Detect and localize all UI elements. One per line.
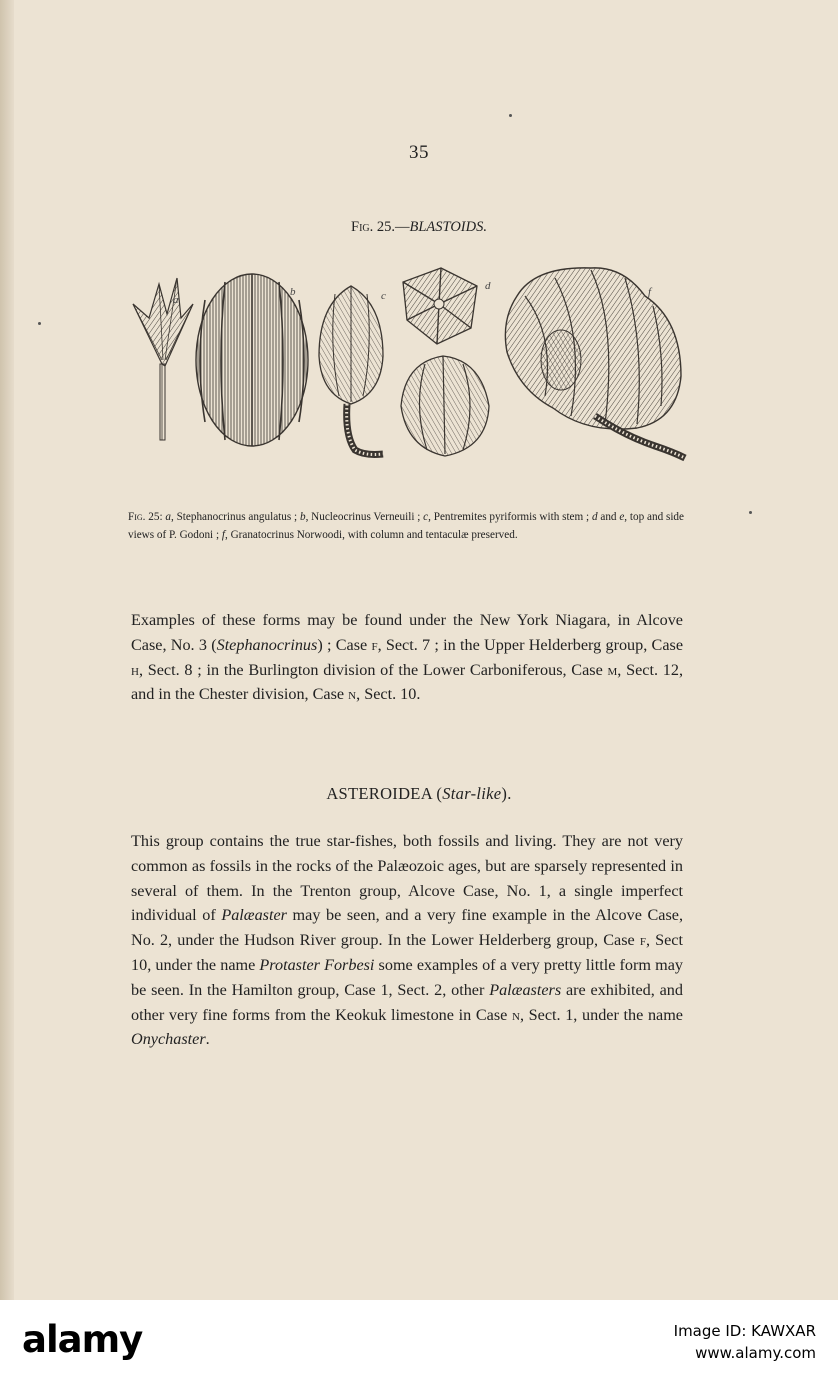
figure-caption (128, 508, 684, 544)
text-run: f (221, 529, 225, 541)
text-run: , Sect. 7 ; in the Upper Helderberg group, Case (377, 635, 684, 654)
text-run: Palæasters (489, 980, 562, 999)
text-run: , Granatocrinus Norwoodi, with column and tentaculæ preserved. (224, 529, 518, 541)
text-run: c (423, 511, 429, 523)
figure-letter-f: f (648, 286, 652, 298)
text-run: , Sect. 1, under the name (519, 1005, 683, 1024)
blastoids-figure (125, 256, 705, 470)
section-heading-close: ). (501, 784, 512, 803)
text-run: and (597, 511, 620, 523)
text-run: , Sect. 8 ; in the Burlington division of the Lower Carboniferous, Case (138, 660, 608, 679)
text-run: , Nucleocrinus Verneuili ; (305, 511, 424, 523)
figure-heading-title: BLASTOIDS. (409, 219, 487, 235)
watermark-logo: alamy (22, 1318, 143, 1361)
figure-letter-c: c (381, 290, 386, 302)
text-run: f (639, 931, 646, 950)
paper-speck (509, 114, 512, 117)
watermark-image-id: Image ID: KAWXAR (673, 1322, 816, 1340)
paragraph-examples (131, 608, 683, 707)
text-run: Palæaster (221, 906, 287, 925)
paragraph-asteroidea (131, 829, 683, 1052)
specimen-c-pentremites (319, 286, 383, 455)
specimen-b-nucleocrinus (196, 274, 308, 446)
blastoids-engraving (125, 256, 705, 470)
section-heading-sub: Star-like (442, 784, 502, 803)
watermark-url: www.alamy.com (695, 1344, 816, 1362)
text-run: . (205, 1030, 210, 1049)
text-run: Protaster Forbesi (259, 955, 375, 974)
text-run: , Sect. 10. (356, 685, 421, 704)
specimen-d-top-view (403, 268, 477, 344)
text-run: n (511, 1005, 520, 1024)
specimen-e-side-view (401, 356, 489, 456)
section-heading-open: ( (432, 784, 443, 803)
paper-speck (38, 322, 41, 325)
text-run: are exhibited, and other very fine forms from the Keokuk limestone in Case (131, 980, 683, 1024)
text-run: Stephanocrinus (216, 635, 318, 654)
text-run: Onychaster (131, 1030, 206, 1049)
text-run: n (348, 685, 357, 704)
text-run: , Pentremites pyriformis with stem ; (428, 511, 592, 523)
watermark-info (674, 1320, 816, 1364)
text-run: ) ; Case (317, 635, 372, 654)
figure-letter-d: d (485, 280, 491, 292)
figure-heading-prefix: Fig. 25.— (351, 219, 410, 235)
text-run: d (591, 511, 598, 523)
text-run: , Sect. 12, and in the Chester division, Case (131, 660, 683, 704)
specimen-f-granatocrinus (505, 268, 685, 458)
section-heading-main: ASTEROIDEA (326, 784, 432, 803)
text-run: , Stephanocrinus angulatus ; (170, 511, 300, 523)
text-run: m (607, 660, 618, 679)
text-run: , Sect 10, under the name (131, 931, 683, 974)
section-heading-asteroidea (0, 784, 838, 804)
figure-heading (0, 219, 838, 236)
text-run: Examples of these forms may be found under the New York Niagara, in Alcove Case, No. 3 ( (131, 611, 683, 654)
page-gutter-shadow (0, 0, 14, 1300)
text-run: a (165, 511, 171, 523)
page-number: 35 (409, 142, 429, 163)
text-run: Fig. 25: (128, 511, 166, 523)
figure-letter-b: b (290, 286, 296, 298)
text-run: e (619, 511, 625, 523)
text-run: h (131, 660, 139, 679)
text-run: f (371, 635, 378, 654)
text-run: , top and side views of P. Godoni ; (128, 511, 684, 541)
text-run: may be seen, and a very fine example in the Alcove Case, No. 2, under the Hudson River group. In the Lower Helderberg group, Case (131, 906, 683, 950)
figure-letter-a: a (173, 294, 179, 306)
paper-speck (749, 511, 752, 514)
specimen-a-stephanocrinus (133, 278, 193, 440)
text-run: This group contains the true star-fishes, both fossils and living. They are not very common as fossils in the rocks of the Palæozoic ages, but are sparsely represented in several of them. In the Trenton group, Alcove Case, No. 1, a single imperfect individual of (131, 832, 683, 925)
text-run: some examples of a very pretty little form may be seen. In the Hamilton group, Case 1, Sect. 2, other (131, 955, 683, 999)
text-run: b (299, 511, 306, 523)
